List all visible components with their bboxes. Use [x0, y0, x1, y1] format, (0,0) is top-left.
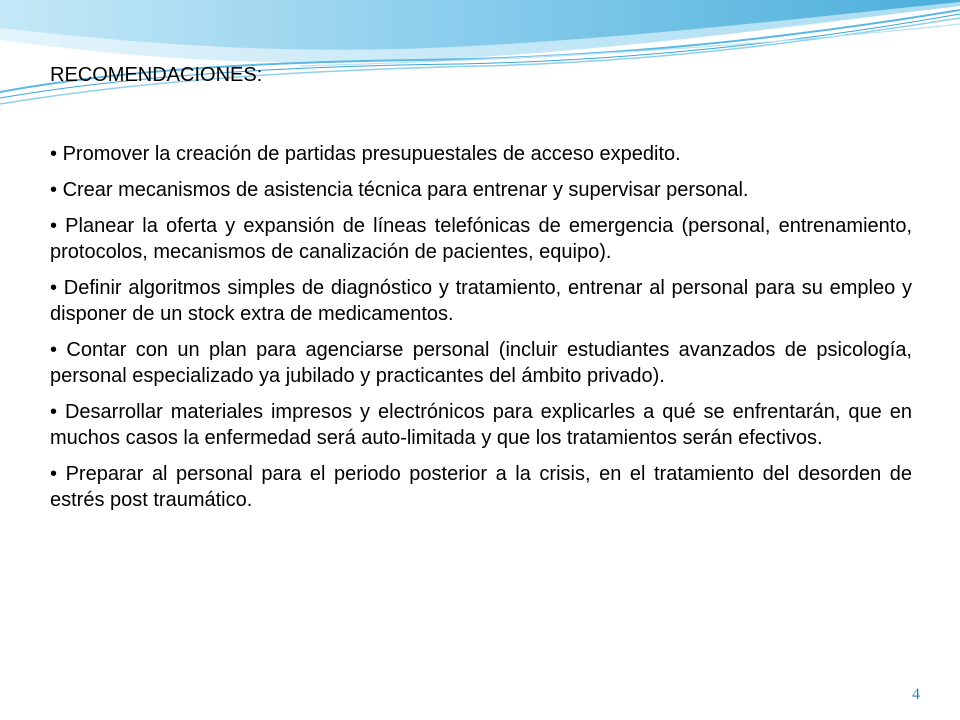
list-item-text: Preparar al personal para el periodo posterior a la crisis, en el tratamiento del desorden de estrés post traumático. — [50, 463, 913, 511]
list-item — [50, 461, 912, 513]
bullet-marker: • — [50, 277, 58, 299]
list-item — [50, 213, 912, 265]
list-item-text: Planear la oferta y expansión de líneas telefónicas de emergencia (personal, entrenamiento, protocolos, mecanismos de canalización de pacientes, equipo). — [50, 215, 912, 263]
slide-content — [50, 62, 912, 523]
bullet-marker: • — [50, 339, 58, 361]
list-item-text: Desarrollar materiales impresos y electrónicos para explicarles a qué se enfrentarán, que en muchos casos la enfermedad será auto-limitada y que los tratamientos serán efectivos. — [50, 401, 912, 449]
bullet-marker: • — [50, 215, 58, 237]
list-item-text: Promover la creación de partidas presupuestales de acceso expedito. — [62, 143, 681, 165]
list-item — [50, 275, 912, 327]
bullet-marker: • — [50, 179, 58, 201]
list-item-text: Definir algoritmos simples de diagnóstico y tratamiento, entrenar al personal para su empleo y disponer de un stock extra de medicamentos. — [50, 277, 913, 325]
list-item-text: Crear mecanismos de asistencia técnica para entrenar y supervisar personal. — [62, 179, 749, 201]
list-item — [50, 337, 912, 389]
list-item — [50, 141, 912, 167]
bullet-marker: • — [50, 401, 58, 423]
bullet-marker: • — [50, 463, 58, 485]
list-item-text: Contar con un plan para agenciarse personal (incluir estudiantes avanzados de psicología, personal especializado ya jubilado y practicantes del ámbito privado). — [50, 339, 912, 387]
list-item — [50, 177, 912, 203]
slide-heading: RECOMENDACIONES: — [50, 64, 263, 86]
bullet-marker: • — [50, 143, 58, 165]
list-item — [50, 399, 912, 451]
recommendations-list — [50, 141, 912, 513]
page-number: 4 — [912, 686, 920, 703]
